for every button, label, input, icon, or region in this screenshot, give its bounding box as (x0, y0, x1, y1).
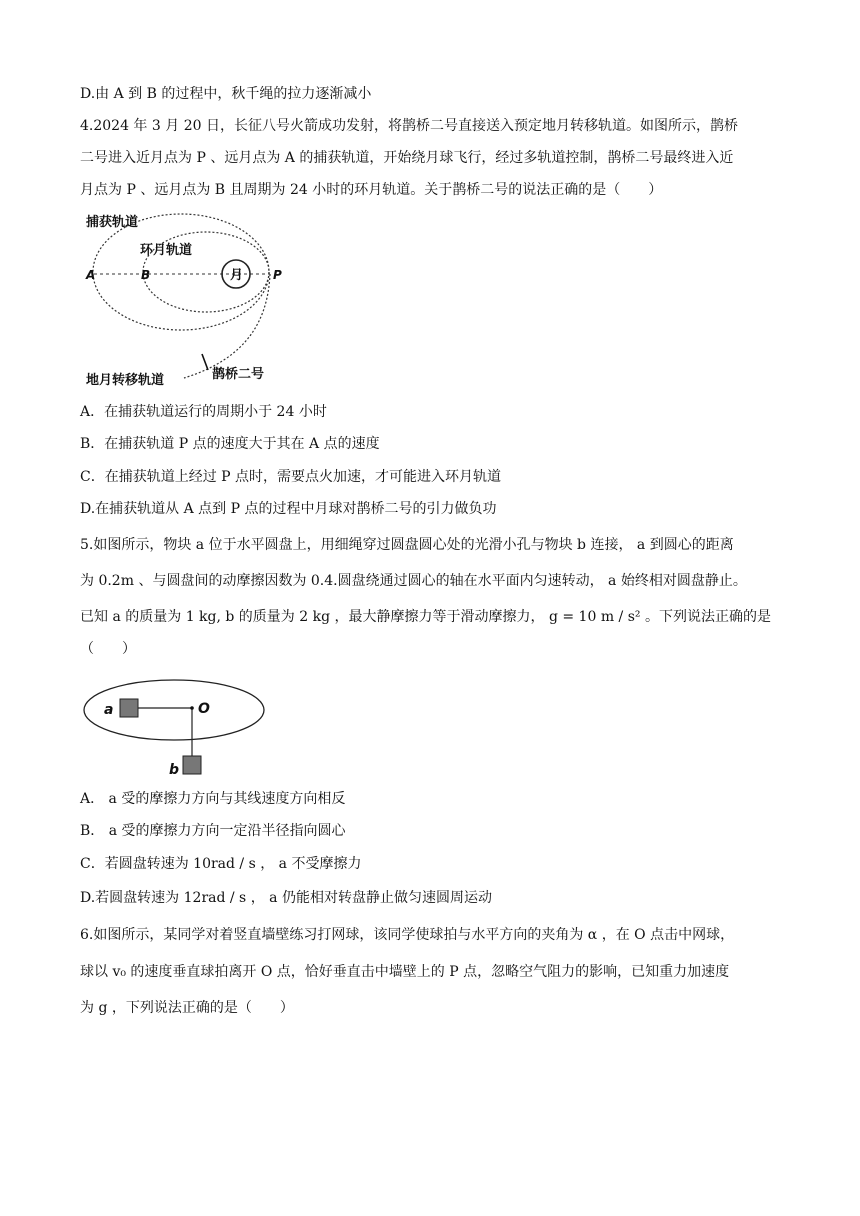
q4-option-c: C．在捕获轨道上经过 P 点时，需要点火加速，才可能进入环月轨道 (80, 469, 502, 485)
q4-stem-line-2: 二号进入近月点为 P 、远月点为 A 的捕获轨道，开始绕月球飞行，经过多轨道控制，鹊桥二号最终进入近 (80, 150, 734, 166)
probe-marker (202, 354, 208, 370)
capture-orbit-label: 捕获轨道 (86, 215, 139, 230)
lunar-orbit-label: 环月轨道 (140, 243, 193, 258)
point-p-label: P (273, 268, 282, 282)
block-b-label: b (169, 762, 180, 778)
block-b (183, 756, 201, 774)
transfer-orbit-path (184, 274, 270, 378)
q5-option-d: D.若圆盘转速为 12rad / s ， a 仍能相对转盘静止做匀速圆周运动 (80, 890, 492, 906)
q5-stem-line-1: 5.如图所示，物块 a 位于水平圆盘上，用细绳穿过圆盘圆心处的光滑小孔与物块 b 连接， a 到圆心的距离 (80, 537, 734, 553)
q4-option-b: B．在捕获轨道 P 点的速度大于其在 A 点的速度 (80, 436, 380, 452)
center-o-label: O (198, 701, 210, 717)
q3-option-d: D.由 A 到 B 的过程中，秋千绳的拉力逐渐减小 (80, 86, 372, 102)
point-a-label: A (86, 268, 96, 282)
q4-option-a: A．在捕获轨道运行的周期小于 24 小时 (80, 404, 327, 420)
q6-stem-line-2: 球以 v₀ 的速度垂直球拍离开 O 点，恰好垂直击中墙壁上的 P 点，忽略空气阻力的影响，已知重力加速度 (80, 964, 730, 980)
q4-option-d: D.在捕获轨道从 A 点到 P 点的过程中月球对鹊桥二号的引力做负功 (80, 501, 497, 517)
moon-label: 月 (230, 268, 244, 283)
transfer-orbit-label: 地月转移轨道 (86, 373, 165, 388)
q5-option-a: A． a 受的摩擦力方向与其线速度方向相反 (80, 791, 346, 807)
q5-stem-line-2: 为 0.2m 、与圆盘间的动摩擦因数为 0.4.圆盘绕通过圆心的轴在水平面内匀速转动， a 始终相对圆盘静止。 (80, 573, 747, 589)
orbit-diagram (84, 208, 284, 394)
probe-label: 鹊桥二号 (212, 367, 265, 382)
q6-stem-line-3: 为 g ，下列说法正确的是（ ） (80, 1000, 294, 1016)
q4-stem-line-1: 4.2024 年 3 月 20 日，长征八号火箭成功发射，将鹊桥二号直接送入预定地月转移轨道。如图所示，鹊桥 (80, 118, 738, 134)
q5-option-c: C．若圆盘转速为 10rad / s ， a 不受摩擦力 (80, 856, 362, 872)
q5-option-b: B． a 受的摩擦力方向一定沿半径指向圆心 (80, 823, 346, 839)
block-a-label: a (104, 702, 114, 718)
center-hole (190, 706, 194, 710)
q6-stem-line-1: 6.如图所示，某同学对着竖直墙壁练习打网球，该同学使球拍与水平方向的夹角为 α ，在 O 点击中网球， (80, 927, 735, 943)
point-b-label: B (141, 268, 151, 282)
q4-stem-line-3: 月点为 P 、远月点为 B 且周期为 24 小时的环月轨道。关于鹊桥二号的说法正确的是（ ） (80, 182, 663, 198)
q5-stem-line-4: （ ） (80, 641, 136, 657)
disc-diagram (80, 668, 270, 780)
q5-stem-line-3: 已知 a 的质量为 1 kg, b 的质量为 2 kg ，最大静摩擦力等于滑动摩擦力， g = 10 m / s² 。下列说法正确的是 (80, 609, 771, 625)
block-a (120, 699, 138, 717)
